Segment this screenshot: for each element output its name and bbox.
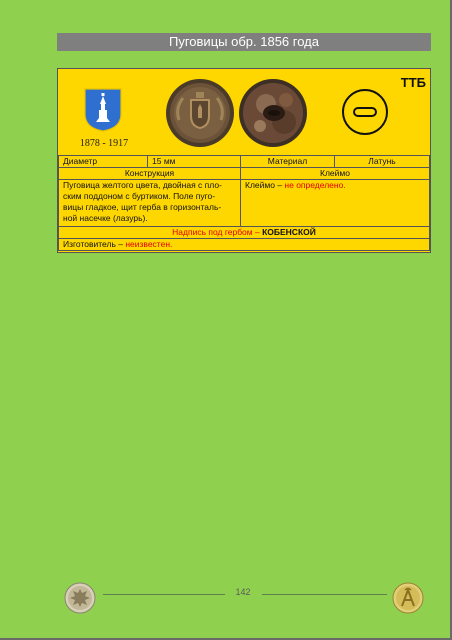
page-title: Пуговицы обр. 1856 года <box>57 33 431 51</box>
description-line: Пуговица желтого цвета, двойная с пло- <box>63 180 222 190</box>
inscription-value: КОБЕНСКОЙ <box>262 227 316 237</box>
table-row <box>59 239 430 251</box>
button-card <box>57 68 431 253</box>
inscription-label: Надпись под гербом – <box>172 227 263 237</box>
page-number: 142 <box>235 587 251 597</box>
inscription-cell <box>59 227 430 239</box>
description-line: вицы гладкое, щит герба в горизонталь- <box>63 202 222 212</box>
eagle-medal-icon <box>64 582 96 614</box>
mark-label: Клеймо – <box>245 180 285 190</box>
monogram-medal-icon <box>392 582 424 614</box>
photo-area <box>58 69 430 155</box>
maker-value: неизвестен. <box>125 239 173 249</box>
year-range: 1878 - 1917 <box>79 138 129 149</box>
table-row <box>59 180 430 227</box>
coat-of-arms-icon <box>84 88 122 132</box>
button-front-photo <box>165 78 235 148</box>
maker-label: Изготовитель – <box>63 239 126 249</box>
table-row <box>59 168 430 180</box>
footer-line-left <box>103 594 225 595</box>
button-schema-icon <box>340 87 390 137</box>
spec-table <box>58 155 430 251</box>
table-row <box>59 227 430 239</box>
description-line: ной насечке (лазурь). <box>63 213 148 223</box>
button-back-photo <box>238 78 308 148</box>
diameter-label: Диаметр <box>59 156 148 168</box>
maker-cell <box>59 239 430 251</box>
mark-header: Клеймо <box>241 168 430 180</box>
table-row <box>59 156 430 168</box>
construction-header: Конструкция <box>59 168 241 180</box>
material-label: Материал <box>241 156 335 168</box>
footer-line-right <box>262 594 387 595</box>
description-line: ским поддоном с буртиком. Поле пуго- <box>63 191 216 201</box>
mark-value: не определено. <box>284 180 346 190</box>
catalog-code: ТТБ <box>400 75 426 90</box>
construction-description <box>59 180 241 227</box>
material-value: Латунь <box>335 156 430 168</box>
diameter-value: 15 мм <box>148 156 241 168</box>
mark-cell <box>241 180 430 227</box>
